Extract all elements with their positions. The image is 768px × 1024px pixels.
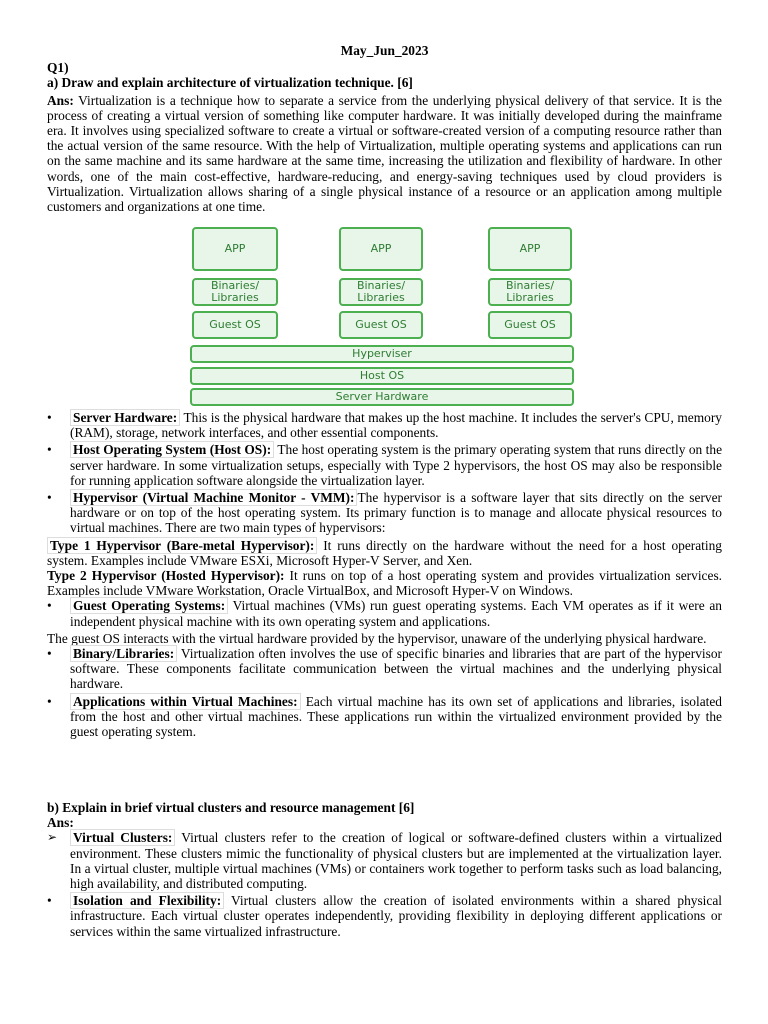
term: Applications within Virtual Machines: xyxy=(70,693,301,710)
term: Server Hardware: xyxy=(70,409,180,426)
desc: Virtual clusters refer to the creation of logical or software-defined clusters within a virtualized environment. These clusters mimic the functionality of physical clusters but are implemented at the virtualization layer. In a virtual cluster, multiple virtual machines (VMs) or containers work together to perform tasks such as load balancing, high availability, and distributed computing. xyxy=(70,830,722,892)
q1-section xyxy=(47,43,722,214)
type1-paragraph xyxy=(47,538,722,568)
binaries-box: Binaries/ Libraries xyxy=(339,278,423,306)
term: Hypervisor (Virtual Machine Monitor - VMM): xyxy=(70,489,357,506)
app-box: APP xyxy=(192,227,278,271)
list-item xyxy=(47,490,722,536)
question-b: b) Explain in brief virtual clusters and resource management [6] xyxy=(47,800,415,815)
question-a: a) Draw and explain architecture of virtualization technique. [6] xyxy=(47,75,413,91)
app-box: APP xyxy=(488,227,572,271)
binaries-box: Binaries/ Libraries xyxy=(192,278,278,306)
term: Virtual Clusters: xyxy=(70,829,175,846)
type2-paragraph xyxy=(47,568,722,598)
q1b-section xyxy=(47,800,722,941)
desc: The host operating system is the primary operating system that runs directly on the server hardware. In some virtualization setups, especially with Type 2 hypervisors, the host OS may also be responsible for running application software alongside the virtualization layer. xyxy=(70,442,723,488)
host-os-box: Host OS xyxy=(190,367,574,385)
guest-note: The guest OS interacts with the virtual hardware provided by the hypervisor, unaware of the underlying physical hardware. xyxy=(47,630,707,646)
question-number: Q1) xyxy=(47,60,69,76)
desc: Virtual machines (VMs) run guest operating systems. Each VM operates as if it were an independent physical machine with its own operating system and applications. xyxy=(70,598,722,629)
list-item xyxy=(47,694,722,740)
guest-os-box: Guest OS xyxy=(339,311,423,339)
term: Type 1 Hypervisor (Bare-metal Hypervisor): xyxy=(47,537,317,554)
term: Guest Operating Systems: xyxy=(70,597,228,614)
desc: The hypervisor is a software layer that sits directly on the server hardware or on top of the host operating system. Its primary function is to manage and allocate physical resources to virtual machines. There are two main types of hypervisors: xyxy=(70,490,723,536)
ans-label: Ans: xyxy=(47,92,74,108)
term: Isolation and Flexibility: xyxy=(70,892,224,909)
list-item xyxy=(47,410,722,440)
guest-os-box: Guest OS xyxy=(192,311,278,339)
server-hardware-box: Server Hardware xyxy=(190,388,574,406)
binaries-box: Binaries/ Libraries xyxy=(488,278,572,306)
desc: Virtualization often involves the use of specific binaries and libraries that are part of the hypervisor software. These components facilitate communication between the virtual machines and the underlying physical hardware. xyxy=(70,646,722,692)
virtualization-diagram xyxy=(190,227,575,414)
desc: It runs on top of a host operating system and provides virtualization services. Examples include VMware Workstation, Oracle VirtualBox, and Microsoft Hyper-V on Windows. xyxy=(47,568,723,599)
list-item xyxy=(47,646,722,692)
list-item xyxy=(47,442,722,488)
app-box: APP xyxy=(339,227,423,271)
term: Host Operating System (Host OS): xyxy=(70,441,274,458)
desc: Virtual clusters allow the creation of isolated environments within a shared physical infrastructure. Each virtual cluster operates independently, providing flexibility in deploying different applications or services within the same virtualized infrastructure. xyxy=(70,893,723,939)
hypervisor-box: Hyperviser xyxy=(190,345,574,363)
ans-b-label: Ans: xyxy=(47,815,74,831)
components-section xyxy=(47,410,722,741)
term: Type 2 Hypervisor (Hosted Hypervisor): xyxy=(47,568,285,584)
list-item xyxy=(47,893,722,939)
desc: It runs directly on the hardware without the need for a host operating system. Examples include VMware ESXi, Microsoft Hyper-V Server, and Xen. xyxy=(47,537,723,568)
desc: This is the physical hardware that makes up the host machine. It includes the server's CPU, memory (RAM), storage, network interfaces, and other essential components. xyxy=(70,410,722,441)
guest-os-box: Guest OS xyxy=(488,311,572,339)
ans-text: Virtualization is a technique how to separate a service from the underlying physical delivery of that service. It is the process of creating a virtual version of something like computer hardware. It was initially developed during the mainframe era. It involves using specialized software to create a virtual or software-created version of a computing resource rather than the actual version of the same resource. With the help of Virtualization, multiple operating systems and applications can run on the same machine and its same hardware at the same time, increasing the utilization and flexibility of hardware. In other words, one of the main cost-effective, hardware-reducing, and energy-saving techniques used by cloud providers is Virtualization. Virtualization allows sharing of a single physical instance of a resource or an application among multiple customers and organizations at one time. xyxy=(47,92,722,215)
list-item xyxy=(47,598,722,628)
doc-title: May_Jun_2023 xyxy=(340,43,429,58)
answer-intro xyxy=(47,93,722,215)
list-item xyxy=(47,830,722,891)
desc: Each virtual machine has its own set of applications and libraries, isolated from the host and other virtual machines. These applications run within the virtualized environment provided by the guest operating system. xyxy=(70,693,723,740)
term: Binary/Libraries: xyxy=(70,645,177,662)
